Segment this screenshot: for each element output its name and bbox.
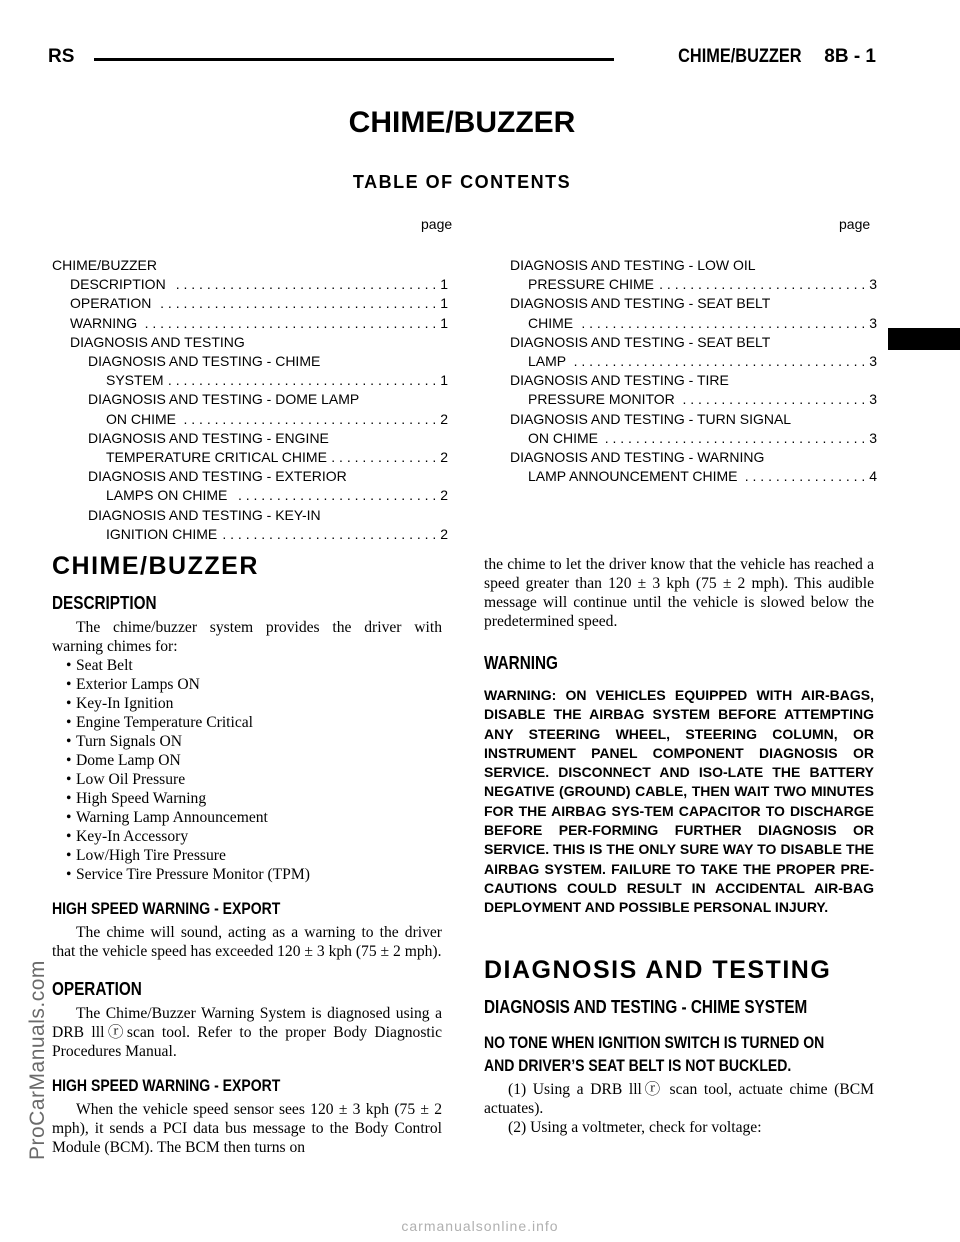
toc-entry-page bbox=[183, 410, 448, 429]
operation-heading: OPERATION bbox=[52, 979, 142, 999]
hsw-export-heading-2: HIGH SPEED WARNING - EXPORT bbox=[52, 1077, 281, 1095]
toc-entry-page bbox=[176, 275, 448, 294]
toc-entry-text: ON CHIME bbox=[106, 410, 176, 427]
bottom-watermark: carmanualsonline.info bbox=[401, 1218, 559, 1234]
hsw-export-heading-1: HIGH SPEED WARNING - EXPORT bbox=[52, 900, 281, 918]
description-list-item: • Low/High Tire Pressure bbox=[52, 846, 442, 865]
toc-entry bbox=[510, 390, 877, 409]
description-list-item: • Warning Lamp Announcement bbox=[52, 808, 442, 827]
toc-entry-page bbox=[160, 294, 448, 313]
description-list-item: • Key-In Accessory bbox=[52, 827, 442, 846]
toc-page-label-left: page bbox=[421, 216, 453, 232]
description-list-item: • Low Oil Pressure bbox=[52, 770, 442, 789]
diagnosis-heading: DIAGNOSIS AND TESTING bbox=[484, 955, 832, 984]
header-title: CHIME/BUZZER bbox=[678, 46, 802, 67]
description-list-item: • Dome Lamp ON bbox=[52, 751, 442, 770]
toc-entry bbox=[52, 352, 448, 371]
airbag-warning-text: WARNING: ON VEHICLES EQUIPPED WITH AIR-BAGS, DISABLE THE AIRBAG SYSTEM BEFORE ATTEMPTING ANY STEERING WHEEL, STEERING COLUMN, OR INSTRUMENT PANEL COMPONENT DIAGNOSIS OR SERVICE. DISCONNECT AND ISO-LATE THE BATTERY NEGATIVE (GROUND) CABLE, THEN WAIT TWO MINUTES FOR THE AIRBAG SYS-TEM CAPACITOR TO DISCHARGE BEFORE PER-FORMING FURTHER DIAGNOSIS OR SERVICE. THIS IS THE ONLY SURE WAY TO DISABLE THE AIRBAG SYSTEM. FAILURE TO TAKE THE PROPER PRE-CAUTIONS COULD RESULT IN ACCIDENTAL AIR-BAG DEPLOYMENT AND POSSIBLE PERSONAL INJURY. bbox=[484, 687, 874, 916]
toc-entry-text: LAMP bbox=[528, 353, 567, 370]
toc-entry bbox=[510, 256, 877, 275]
toc-page-number: 2 bbox=[440, 487, 448, 504]
description-list-item: • Key-In Ignition bbox=[52, 694, 442, 713]
toc-page-number: 3 bbox=[869, 353, 877, 370]
toc-entry-text: CHIME/BUZZER bbox=[52, 257, 157, 273]
toc-entry bbox=[52, 410, 448, 429]
description-list-item: • Turn Signals ON bbox=[52, 732, 442, 751]
toc-page-label-right: page bbox=[839, 216, 871, 232]
toc-entry-text: DIAGNOSIS AND TESTING - KEY-IN bbox=[88, 506, 321, 523]
toc-leader-dots: . . . . . . . . . . . . . . . . . . . . . . . . . . bbox=[237, 487, 441, 504]
toc-entry-page bbox=[683, 390, 878, 409]
body-right-column bbox=[484, 555, 874, 1137]
toc-page-number: 1 bbox=[440, 276, 448, 293]
toc-entry-page bbox=[331, 448, 448, 467]
toc-entry bbox=[52, 371, 448, 390]
header-rule bbox=[94, 58, 614, 61]
toc-page-number: 2 bbox=[440, 410, 448, 427]
toc-leader-dots: . . . . . . . . . . . . . . . . . . . . . . . . . . . . . . . . . . . . . . bbox=[144, 314, 441, 331]
toc-leader-dots: . . . . . . . . . . . . . . . . bbox=[744, 468, 870, 485]
toc-entry-text: DIAGNOSIS AND TESTING - EXTERIOR bbox=[88, 468, 347, 485]
header-page-number: 8B - 1 bbox=[824, 46, 876, 67]
description-list-item: • Exterior Lamps ON bbox=[52, 675, 442, 694]
hsw-export-text-1: The chime will sound, acting as a warning to the driver that the vehicle speed has exceeded 120 ± 3 kph (75 ± 2 mph). bbox=[52, 924, 442, 960]
description-list bbox=[52, 656, 442, 884]
toc-entry-text: DIAGNOSIS AND TESTING - ENGINE bbox=[88, 429, 329, 446]
toc-entry-text: DIAGNOSIS AND TESTING - LOW OIL bbox=[510, 257, 756, 273]
description-list-item: • Service Tire Pressure Monitor (TPM) bbox=[52, 865, 442, 884]
case-heading-line-2: AND DRIVER’S SEAT BELT IS NOT BUCKLED. bbox=[484, 1056, 792, 1075]
toc-page-number: 3 bbox=[869, 391, 877, 408]
toc-leader-dots: . . . . . . . . . . . . . . . . . . . . . . . . . . . . . . . . . . . . bbox=[160, 295, 441, 312]
toc-entry bbox=[510, 429, 877, 448]
toc-entry-text: DIAGNOSIS AND TESTING - TIRE bbox=[510, 372, 729, 389]
toc-entry-text: DIAGNOSIS AND TESTING - SEAT BELT bbox=[510, 295, 771, 312]
hsw-continued-text: the chime to let the driver know that the vehicle has reached a speed greater than 120 ± 3 kph (75 ± 2 mph). This audible message will continue until the vehicle is slowed below the predetermined speed. bbox=[484, 556, 874, 630]
toc-entry-text: DIAGNOSIS AND TESTING - WARNING bbox=[510, 449, 765, 466]
toc-entry-text: OPERATION bbox=[70, 295, 152, 312]
toc-page-number: 3 bbox=[869, 429, 877, 446]
toc-right-column bbox=[510, 256, 877, 486]
toc-leader-dots: . . . . . . . . . . . . . . . . . . . . . . . . . . . . bbox=[222, 525, 441, 542]
toc-entry bbox=[510, 371, 877, 390]
toc-page-number: 1 bbox=[440, 314, 448, 331]
section-thumb-tab bbox=[888, 328, 960, 350]
toc-entry-text: WARNING bbox=[70, 314, 138, 331]
description-heading: DESCRIPTION bbox=[52, 593, 157, 613]
toc-entry bbox=[510, 410, 877, 429]
toc-entry-text: CHIME bbox=[528, 314, 574, 331]
chime-system-heading: DIAGNOSIS AND TESTING - CHIME SYSTEM bbox=[484, 996, 808, 1017]
toc-entry bbox=[510, 352, 877, 371]
toc-entry bbox=[52, 525, 448, 544]
toc-entry-page bbox=[745, 467, 877, 486]
toc-page-number: 3 bbox=[869, 276, 877, 293]
toc-entry-page bbox=[168, 371, 448, 390]
toc-entry bbox=[510, 467, 877, 486]
toc-leader-dots: . . . . . . . . . . . . . . . . . . . . . . . . . . . . . . . . . . . . . . bbox=[573, 353, 870, 370]
toc-entry bbox=[52, 467, 448, 486]
toc-entry-text: PRESSURE CHIME bbox=[528, 276, 655, 293]
description-list-item: • Seat Belt bbox=[52, 656, 442, 675]
toc-entry-text: DIAGNOSIS AND TESTING - TURN SIGNAL bbox=[510, 410, 792, 427]
toc-leader-dots: . . . . . . . . . . . . . . . . . . . . . . . . . . . . . . . . . . . bbox=[167, 372, 441, 389]
toc-entry-page bbox=[581, 314, 877, 333]
case-heading-line-1: NO TONE WHEN IGNITION SWITCH IS TURNED ON bbox=[484, 1033, 825, 1052]
toc-entry-text: ON CHIME bbox=[528, 429, 598, 446]
toc-leader-dots: . . . . . . . . . . . . . . . . . . . . . . . . . . . . . . . . . bbox=[183, 410, 441, 427]
toc-entry bbox=[510, 294, 877, 313]
toc-leader-dots: . . . . . . . . . . . . . . . . . . . . . . . . . . . . . . . . . . bbox=[175, 276, 441, 293]
toc-leader-dots: . . . . . . . . . . . . . . . . . . . . . . . . . . . . . . . . . . . . . bbox=[581, 314, 870, 331]
toc-page-number: 2 bbox=[440, 525, 448, 542]
toc-entry bbox=[52, 448, 448, 467]
document-title: CHIME/BUZZER bbox=[348, 106, 576, 139]
step-2: (2) Using a voltmeter, check for voltage: bbox=[508, 1118, 762, 1136]
toc-entry-page bbox=[145, 314, 448, 333]
toc-page-number: 4 bbox=[869, 468, 877, 485]
toc-entry-text: DESCRIPTION bbox=[70, 276, 166, 293]
toc-leader-dots: . . . . . . . . . . . . . . . . . . . . . . . . . . . bbox=[659, 276, 870, 293]
description-list-item: • High Speed Warning bbox=[52, 789, 442, 808]
page-header bbox=[48, 46, 876, 70]
toc-entry bbox=[52, 390, 448, 409]
step-1: (1) Using a DRB lllⓡ scan tool, actuate chime (BCM actuates). bbox=[484, 1080, 874, 1117]
toc-entry-page bbox=[605, 429, 877, 448]
body-left-column bbox=[52, 552, 442, 1157]
header-section-code: RS bbox=[48, 46, 75, 67]
toc-page-number: 2 bbox=[440, 449, 448, 466]
toc-entry-text: DIAGNOSIS AND TESTING - SEAT BELT bbox=[510, 333, 771, 350]
description-intro: The chime/buzzer system provides the driver with warning chimes for: bbox=[52, 619, 442, 655]
toc-entry bbox=[510, 314, 877, 333]
toc-entry bbox=[52, 256, 448, 275]
toc-entry bbox=[52, 429, 448, 448]
toc-leader-dots: . . . . . . . . . . . . . . bbox=[331, 449, 441, 466]
toc-leader-dots: . . . . . . . . . . . . . . . . . . . . . . . . . . . . . . . . . . bbox=[604, 429, 870, 446]
toc-entry bbox=[52, 314, 448, 333]
section-title: CHIME/BUZZER bbox=[52, 552, 259, 580]
toc-page-number: 1 bbox=[440, 295, 448, 312]
toc-entry bbox=[52, 275, 448, 294]
toc-entry bbox=[52, 486, 448, 505]
toc-entry-text: DIAGNOSIS AND TESTING - DOME LAMP bbox=[88, 391, 360, 408]
toc-entry bbox=[510, 333, 877, 352]
toc-page-number: 3 bbox=[869, 314, 877, 331]
description-list-item: • Engine Temperature Critical bbox=[52, 713, 442, 732]
toc-entry-page bbox=[659, 275, 877, 294]
toc-entry-text: DIAGNOSIS AND TESTING - CHIME bbox=[88, 353, 321, 370]
side-watermark: ProCarManuals.com bbox=[26, 960, 49, 1160]
toc-entry bbox=[52, 333, 448, 352]
toc-entry-text: IGNITION CHIME bbox=[106, 525, 218, 542]
toc-leader-dots: . . . . . . . . . . . . . . . . . . . . . . . . bbox=[682, 391, 870, 408]
toc-entry-text: SYSTEM bbox=[106, 372, 164, 389]
toc-entry-text: TEMPERATURE CRITICAL CHIME bbox=[106, 449, 327, 466]
toc-entry-page bbox=[222, 525, 448, 544]
toc-page-number: 1 bbox=[440, 372, 448, 389]
hsw-export-text-2: When the vehicle speed sensor sees 120 ± 3 kph (75 ± 2 mph), it sends a PCI data bus message to the Body Control Module (BCM). The BCM then turns on bbox=[52, 1101, 442, 1156]
toc-entry-page bbox=[238, 486, 448, 505]
toc-left-column bbox=[52, 256, 448, 544]
toc-entry-page bbox=[574, 352, 877, 371]
toc-entry bbox=[510, 275, 877, 294]
toc-entry-text: DIAGNOSIS AND TESTING bbox=[70, 333, 245, 350]
toc-entry-text: PRESSURE MONITOR bbox=[528, 391, 675, 408]
toc-heading: TABLE OF CONTENTS bbox=[352, 172, 572, 192]
toc-entry bbox=[510, 448, 877, 467]
warning-heading: WARNING bbox=[484, 653, 558, 673]
toc-entry-text: LAMP ANNOUNCEMENT CHIME bbox=[528, 468, 738, 485]
toc-entry bbox=[52, 294, 448, 313]
toc-entry bbox=[52, 506, 448, 525]
operation-text: The Chime/Buzzer Warning System is diagnosed using a DRB lllⓡscan tool. Refer to the proper Body Diagnostic Procedures Manual. bbox=[52, 1005, 442, 1060]
toc-entry-text: LAMPS ON CHIME bbox=[106, 487, 228, 504]
